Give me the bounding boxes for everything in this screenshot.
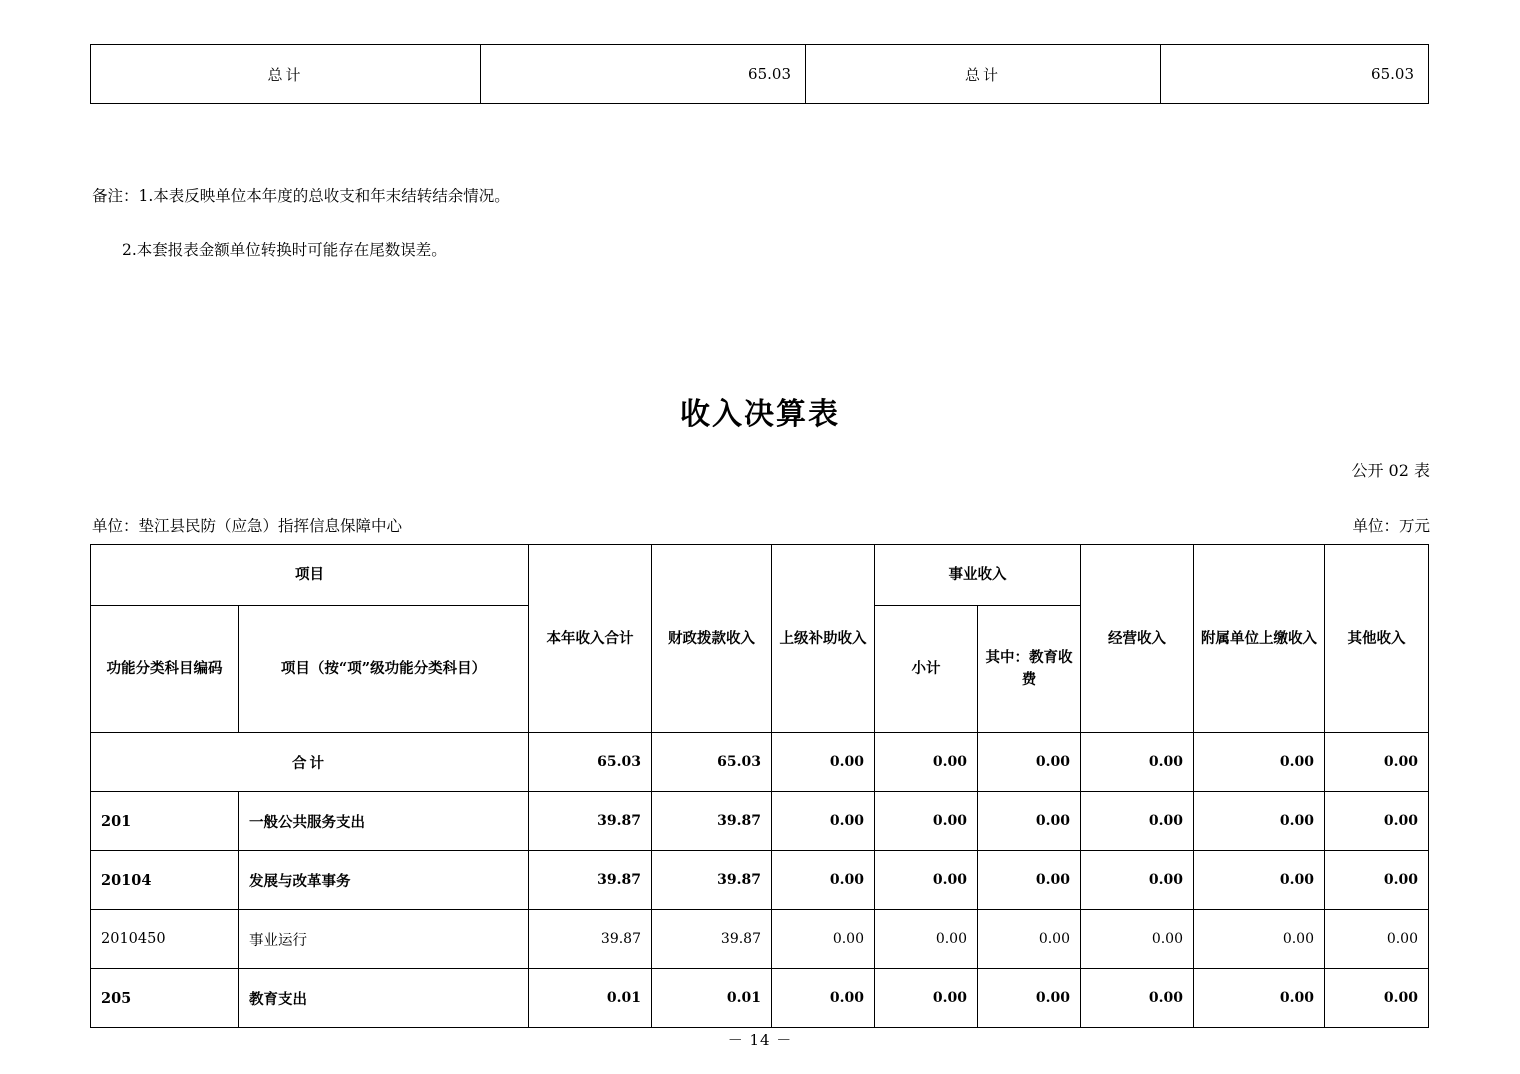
cell-code: 2010450 <box>91 910 239 969</box>
cell-edu-fee: 0.00 <box>978 733 1081 792</box>
header-education-fee: 其中：教育收费 <box>978 606 1081 733</box>
cell-fiscal: 39.87 <box>652 792 772 851</box>
table-row <box>91 733 1429 792</box>
header-fiscal-appropriation: 财政拨款收入 <box>652 545 772 733</box>
cell-fiscal: 65.03 <box>652 733 772 792</box>
header-affiliate-income: 附属单位上缴收入 <box>1194 545 1325 733</box>
table-row <box>91 851 1429 910</box>
cell-operating: 0.00 <box>1081 792 1194 851</box>
cell-total: 0.01 <box>529 969 652 1028</box>
table-row <box>91 792 1429 851</box>
cell-superior: 0.00 <box>772 792 875 851</box>
cell-operating: 0.00 <box>1081 733 1194 792</box>
header-function-code: 功能分类科目编码 <box>91 606 239 733</box>
page-title: 收入决算表 <box>680 397 840 432</box>
cell-affiliate: 0.00 <box>1194 910 1325 969</box>
cell-total: 65.03 <box>529 733 652 792</box>
header-item-group: 项目 <box>91 545 529 606</box>
cell-name: 事业运行 <box>239 910 529 969</box>
cell-other: 0.00 <box>1325 851 1429 910</box>
cell-subtotal: 0.00 <box>875 851 978 910</box>
cell-subtotal: 0.00 <box>875 910 978 969</box>
header-other-income: 其他收入 <box>1325 545 1429 733</box>
cell-code: 20104 <box>91 851 239 910</box>
cell-other: 0.00 <box>1325 910 1429 969</box>
table-code-label: 公开 02 表 <box>1351 461 1430 480</box>
income-final-accounts-table <box>90 544 1429 1028</box>
cell-affiliate: 0.00 <box>1194 969 1325 1028</box>
cell-operating: 0.00 <box>1081 910 1194 969</box>
total-label-right: 总计 <box>806 45 1161 104</box>
cell-other: 0.00 <box>1325 969 1429 1028</box>
cell-superior: 0.00 <box>772 851 875 910</box>
cell-subtotal: 0.00 <box>875 969 978 1028</box>
cell-other: 0.00 <box>1325 792 1429 851</box>
cell-superior: 0.00 <box>772 910 875 969</box>
header-subtotal: 小计 <box>875 606 978 733</box>
cell-name: 教育支出 <box>239 969 529 1028</box>
cell-name: 一般公共服务支出 <box>239 792 529 851</box>
cell-name: 发展与改革事务 <box>239 851 529 910</box>
cell-code: 205 <box>91 969 239 1028</box>
cell-total: 39.87 <box>529 792 652 851</box>
cell-other: 0.00 <box>1325 733 1429 792</box>
unit-name-label: 单位：垫江县民防（应急）指挥信息保障中心 <box>92 517 403 535</box>
cell-subtotal: 0.00 <box>875 733 978 792</box>
total-label-left: 总计 <box>91 45 481 104</box>
header-total-income: 本年收入合计 <box>529 545 652 733</box>
currency-unit-label: 单位：万元 <box>1352 517 1430 535</box>
header-business-income-group: 事业收入 <box>875 545 1081 606</box>
cell-fiscal: 0.01 <box>652 969 772 1028</box>
table-row <box>91 45 1429 104</box>
total-value-left: 65.03 <box>481 45 806 104</box>
cell-operating: 0.00 <box>1081 969 1194 1028</box>
total-value-right: 65.03 <box>1161 45 1429 104</box>
cell-edu-fee: 0.00 <box>978 792 1081 851</box>
cell-affiliate: 0.00 <box>1194 733 1325 792</box>
cell-affiliate: 0.00 <box>1194 792 1325 851</box>
table-row <box>91 910 1429 969</box>
cell-fiscal: 39.87 <box>652 910 772 969</box>
cell-affiliate: 0.00 <box>1194 851 1325 910</box>
header-operating-income: 经营收入 <box>1081 545 1194 733</box>
cell-superior: 0.00 <box>772 969 875 1028</box>
cell-total: 39.87 <box>529 910 652 969</box>
header-project-name: 项目（按“项”级功能分类科目） <box>239 606 529 733</box>
cell-total: 39.87 <box>529 851 652 910</box>
cell-operating: 0.00 <box>1081 851 1194 910</box>
cell-edu-fee: 0.00 <box>978 851 1081 910</box>
cell-superior: 0.00 <box>772 733 875 792</box>
cell-edu-fee: 0.00 <box>978 969 1081 1028</box>
note-line-2: 2.本套报表金额单位转换时可能存在尾数误差。 <box>122 241 447 259</box>
table-header-row-1 <box>91 545 1429 606</box>
row-total-label: 合计 <box>91 733 529 792</box>
cell-subtotal: 0.00 <box>875 792 978 851</box>
cell-edu-fee: 0.00 <box>978 910 1081 969</box>
cell-code: 201 <box>91 792 239 851</box>
continued-summary-table <box>90 44 1429 104</box>
note-line-1: 备注：1.本表反映单位本年度的总收支和年末结转结余情况。 <box>92 187 510 205</box>
table-row <box>91 969 1429 1028</box>
cell-fiscal: 39.87 <box>652 851 772 910</box>
page-number: － 14 － <box>727 1031 793 1049</box>
header-superior-subsidy: 上级补助收入 <box>772 545 875 733</box>
